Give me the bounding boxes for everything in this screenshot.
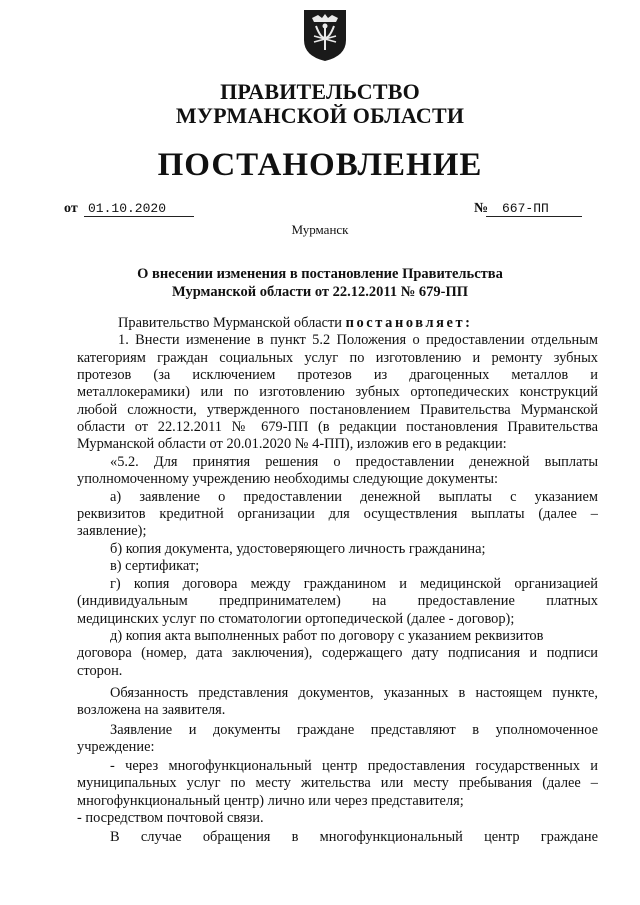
subject-line2: Мурманской области от 22.12.2011 № 679-ПП [171,284,469,300]
body-line: Обязанность представления документов, указанных в настоящем пункте, [110,685,598,701]
body-line: (индивидуальным предпринимателем) на предоставление платных [77,593,598,609]
body-line: учреждение: [77,739,155,755]
document-date: 01.10.2020 [84,201,194,217]
body-line: многофункциональный центр) лично или через представителя; [77,793,464,809]
document-number: 667-ПП [486,201,582,217]
body-line: реквизитов кредитной организации для осуществления выплаты (далее – [77,506,598,522]
body-line: а) заявление о предоставлении денежной выплаты с указанием [110,489,598,505]
government-name-line1: ПРАВИТЕЛЬСТВО [220,79,420,104]
body-line: - посредством почтовой связи. [77,810,264,826]
body-line: категориям граждан социальных услуг по изготовлению и ремонту зубных [77,350,598,366]
body-line: договора (номер, дата заключения), содержащего дату подписания и подписи [77,645,598,661]
body-line: области от 22.12.2011 № 679-ПП (в редакции постановления Правительства [77,419,598,435]
body-line: любой сложности, утвержденного постановлением Правительства Мурманской [77,402,598,418]
body-line: б) копия документа, удостоверяющего личность гражданина; [110,541,486,557]
body-line: г) копия договора между гражданином и медицинской организацией [110,576,598,592]
body-line: Мурманской области от 20.01.2020 № 4-ПП), изложив его в редакции: [77,436,507,452]
date-label: от [64,201,78,216]
body-line: Правительство Мурманской области постановляет: [118,315,473,331]
body-line: «5.2. Для принятия решения о предоставлении денежной выплаты [110,454,598,470]
body-line: 1. Внести изменение в пункт 5.2 Положения о предоставлении отдельным [118,332,598,348]
body-line: уполномоченному учреждению необходимы следующие документы: [77,471,499,487]
body-line: Заявление и документы граждане представляют в уполномоченное [110,722,598,738]
number-label: № [474,201,489,216]
body-line: в) сертификат; [110,558,200,574]
city-name: Мурманск [291,222,349,237]
body-line: сторон. [77,663,123,679]
body-line: В случае обращения в многофункциональный центр граждане [110,829,598,845]
body-line: - через многофункциональный центр предоставления государственных и [110,758,598,774]
document-type-title: ПОСТАНОВЛЕНИЕ [157,147,483,183]
body-line: металлокерамики) или по изготовлению зубных ортопедических конструкций [77,384,598,400]
body-line: заявление); [77,523,147,539]
body-line: муниципальных услуг по месту жительства или месту пребывания (далее – [77,775,598,791]
body-line: возложена на заявителя. [77,702,226,718]
coat-of-arms-emblem-icon [302,6,348,62]
body-line: медицинских услуг по стоматологии ортопедической (далее - договор); [77,611,515,627]
decree-word: постановляет: [345,315,473,331]
government-name-line2: МУРМАНСКОЙ ОБЛАСТИ [175,103,465,128]
body-line: д) копия акта выполненных работ по договору с указанием реквизитов [110,628,544,644]
subject-line1: О внесении изменения в постановление Правительства [137,266,503,282]
body-line: протезов (за исключением протезов из драгоценных металлов и [77,367,598,383]
